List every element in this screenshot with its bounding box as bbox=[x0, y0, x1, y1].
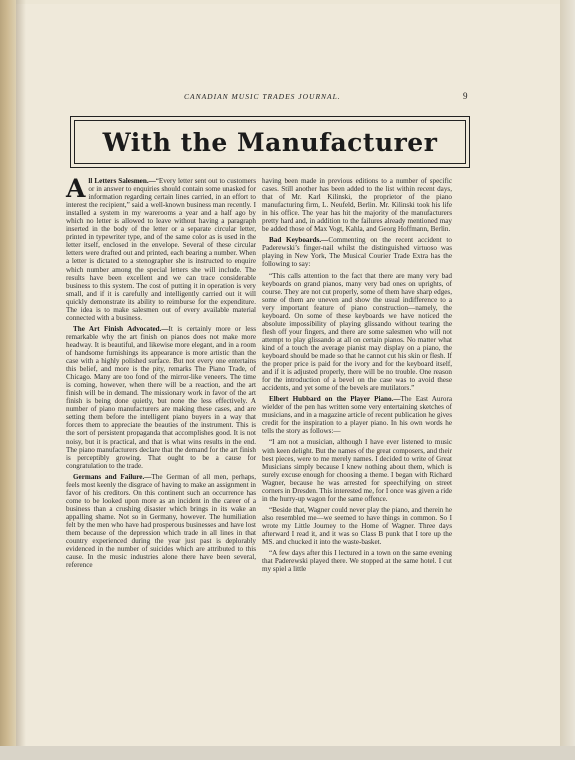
right-column bbox=[262, 177, 452, 576]
paragraph-run-in-heading: Bad Keyboards.— bbox=[269, 236, 329, 245]
paragraph-run-in-heading: Elbert Hubbard on the Player Piano.— bbox=[269, 395, 401, 404]
title-box-inner-rule bbox=[74, 120, 466, 164]
article-paragraph bbox=[66, 174, 256, 322]
scan-bottom-margin bbox=[0, 746, 575, 760]
article-paragraph bbox=[262, 395, 452, 435]
article-paragraph bbox=[66, 473, 256, 570]
paragraph-text: “Every letter sent out to customers or in answer to enquiries should contain some unasked for information regarding certain lines carried, in an effort to interest the recipient,” said a well-known business man recently. I installed a system in my warerooms a year and a half ago by which no letter is allowed to leave without having a paragraph inserted in the body of the letter or a separate circular letter, printed in typewriter type, and of the same color as is used in the letter itself, enclosed in the envelope. Several of these circular letters were drafted out and printed, each bearing a number. When a letter is dictated to a stenographer she is instructed to enquire which number among the special letters she will include. The results have been excellent and we can trace considerable business to this system. The cost of putting it in operation is very small, and if it is carefully and intelligently carried out it will quickly demonstrate its ability to reimburse for the expenditure. The idea is to make salesmen out of every available material connected with a business. bbox=[66, 177, 256, 322]
paragraph-text: The East Aurora wielder of the pen has written some very entertaining sketches of musicians, and in a magazine article of recent publication he gives credit for the inspiration to a player piano. In his own words he tells the story as follows:— bbox=[262, 395, 452, 436]
paragraph-text: Commenting on the recent accident to Paderewski’s finger-nail whilst the distinguished virtuoso was playing in New York, The Musical Courier Trade Extra has the following to say: bbox=[262, 236, 452, 269]
paragraph-text: “I am not a musician, although I have ever listened to music with keen delight. But the names of the great composers, and their best pieces, were to me merely names. I decided to write of Great Musicians simply because I knew nothing about them, which is surely excuse enough for choosing a theme. I began with Richard Wagner, because he was arrested for speechifying on street corners in Dresden. This interested me, for I once was given a ride in the hurry-up wagon for the same offence. bbox=[262, 438, 452, 503]
article-paragraph bbox=[262, 438, 452, 502]
page-right-edge bbox=[560, 0, 575, 760]
left-column bbox=[66, 174, 256, 572]
journal-title: CANADIAN MUSIC TRADES JOURNAL. bbox=[184, 92, 341, 101]
article-paragraph bbox=[262, 549, 452, 573]
drop-cap: A bbox=[66, 174, 86, 203]
paragraph-text: It is certainly more or less remarkable why the art finish on pianos does not make more headway. It is beautiful, and likewise more elegant, and in a room of handsome furnishings its appearance is more artistic than the case with a highly polished surface. But not every one entertains this belief, and more is the pity, remarks The Piano Trade, of Chicago. Many are too fond of the mirror-like veneers. The time is coming, however, when there will be a reaction, and the art finish will be in demand. The missionary work in favor of the art finish is being done quietly, but none the less effectively. A number of piano manufacturers are making these cases, and are setting them before the intelligent piano buyers in a way that forces them to appreciate the beauties of the instrument. This is the sort of persistent propaganda that accomplishes good. It is not noisy, but it is practical, and that is what wins results in the end. The piano manufacturers declare that the demand for the art finish is perceptibly growing. That ought to be a cause for congratulation to the trade. bbox=[66, 324, 256, 470]
article-paragraph bbox=[262, 177, 452, 233]
article-paragraph bbox=[66, 325, 256, 470]
paragraph-run-in-heading: Germans and Failure.— bbox=[73, 472, 152, 481]
section-title-box bbox=[70, 116, 470, 168]
paragraph-text: “This calls attention to the fact that there are many very bad keyboards on grand pianos, many very bad ones on uprights, of course. They are not cut properly, some of them have sharp edges, some of them are uneven and show the usual indifference to a very important feature of piano construction—namely, the keyboard. On some of these keyboards we have noticed the absolute impossibility of playing glissando without tearing the flesh off your fingers, and there are some salesmen who will not attempt to play glissando at all on certain pianos. No matter what kind of a touch the average pianist may display on a piano, the keyboard should be made so that he cannot cut his skin or flesh. If the proper price is paid for the ivory and for the keyboard itself, and if it is adjusted properly, there will be no trouble. One reason for the introduction of a bevel on the case was to avoid these accidents, and yet some of the bevels are mutilators.” bbox=[262, 271, 452, 393]
article-paragraph bbox=[262, 506, 452, 546]
paragraph-text: “A few days after this I lectured in a town on the same evening that Paderewski played there. We stopped at the same hotel. I cut my spiel a little bbox=[262, 549, 452, 574]
paragraph-text: “Beside that, Wagner could never play the piano, and therein he also resembled me—we seemed to have things in common. So I wrote my Little Journey to the Home of Wagner. Three days afterward I read it, and it was so Class B punk that I tore up the MS. and chucked it into the waste-basket. bbox=[262, 505, 452, 547]
spine-shadow bbox=[16, 0, 26, 760]
paragraph-text: having been made in previous editions to a number of specific cases. Still another has been added to the list within recent days, that of Mr. Karl Kilinski, the proprietor of the piano manufacturing firm, L. Neufeld, Berlin. Mr. Kilinski took his life in his office. The year has hit the majority of the manufacturers pretty hard and, in addition to the failures already mentioned may be added those of Max Vogt, Kahla, and Georg Hoffmann, Berlin. bbox=[262, 177, 452, 234]
paragraph-run-in-heading: The Art Finish Advocated.— bbox=[73, 324, 169, 333]
page-edge-left bbox=[0, 0, 16, 760]
paragraph-run-in-heading: ll Letters Salesmen.— bbox=[88, 177, 156, 185]
section-title: With the Manufacturer bbox=[102, 127, 438, 157]
running-header bbox=[16, 92, 560, 106]
article-paragraph bbox=[262, 236, 452, 268]
article-paragraph bbox=[262, 272, 452, 393]
page-number: 9 bbox=[463, 91, 469, 101]
paragraph-text: The German of all men, perhaps, feels most keenly the disgrace of having to make an assignment in favor of his creditors. On this continent such an occurrence has come to be looked upon more as an incident in the career of a business than a crushing disaster which brings in its wake an appalling shame. Not so in Germany, however. The humiliation felt by the men who have had prosperous businesses and have lost them because of the depression which trade in all lines in that country experienced during the year just past is deplorably evidenced in the number of suicides which are attributed to this cause. In the music industries alone there have been several, reference bbox=[66, 472, 256, 570]
